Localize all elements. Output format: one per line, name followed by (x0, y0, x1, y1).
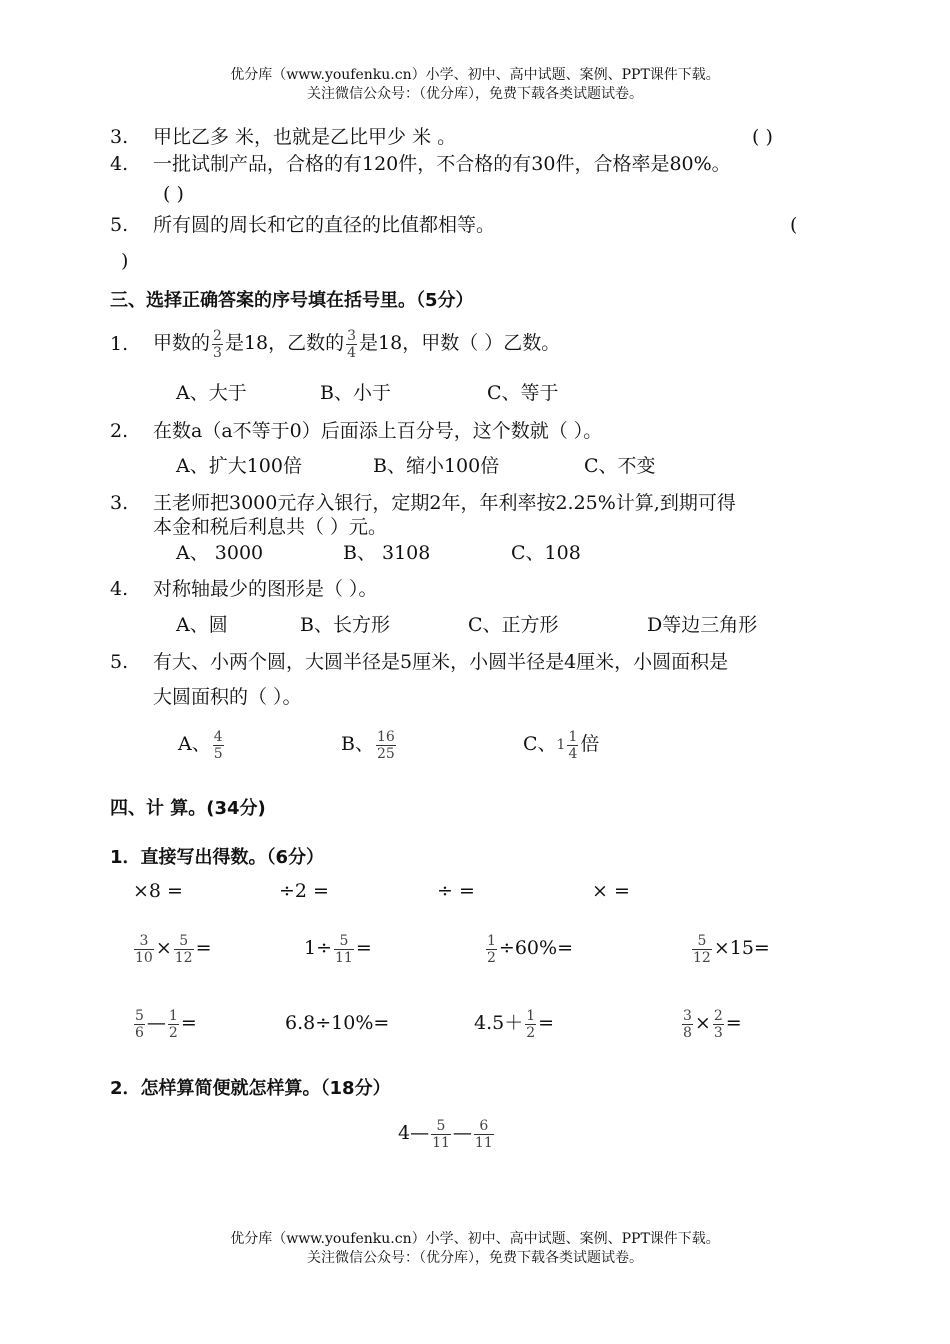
rest: ÷60%= (498, 937, 573, 959)
denominator: 3 (213, 344, 222, 361)
s3-q5-text-2: 大圆面积的（ ）。 (153, 686, 302, 708)
s3-q2-option-a: A、扩大100倍 (176, 455, 302, 477)
s3-q3-number: 3. (110, 492, 129, 514)
numerator: 3 (347, 327, 357, 344)
s3-q1-option-a: A、大于 (176, 382, 247, 404)
calc-r3-c3 (474, 1003, 554, 1043)
numerator: 3 (139, 932, 149, 949)
calc-r1-c3: ÷ = (437, 880, 475, 902)
s3-q1-option-b: B、小于 (320, 382, 391, 404)
equals: = (195, 937, 212, 959)
fraction (168, 1008, 179, 1041)
fraction (134, 1008, 145, 1041)
numerator: 1 (487, 932, 496, 949)
numerator: 1 (568, 728, 578, 745)
numerator: 6 (479, 1117, 489, 1134)
numerator: 5 (135, 1007, 144, 1024)
calc-r1-c1: ×8 = (133, 880, 183, 902)
mixed-number (557, 725, 581, 765)
calc-r2-c4 (690, 928, 770, 968)
fraction (567, 729, 578, 762)
s3-q3-text-1: 王老师把3000元存入银行，定期2年，年利率按2.25%计算,到期可得 (153, 492, 736, 514)
fraction (334, 933, 354, 966)
judge-q3-number: 3. (110, 126, 129, 148)
denominator: 25 (376, 745, 395, 762)
operator: — (452, 1122, 472, 1144)
simplify-expression (398, 1113, 496, 1153)
judge-q5-paren-close: ) (121, 250, 129, 272)
calc-r1-c2: ÷2 = (279, 880, 329, 902)
lead: 4.5＋ (474, 1012, 524, 1034)
equals: = (538, 1012, 555, 1034)
s3-q4-option-b: B、长方形 (300, 614, 390, 636)
s3-q1-text-2: 是18，乙数的 (224, 332, 345, 354)
s3-q2-text: 在数a（a不等于0）后面添上百分号，这个数就（ ）。 (153, 420, 603, 442)
s3-q4-number: 4. (110, 578, 129, 600)
denominator: 11 (432, 1134, 450, 1151)
calc-r3-c1 (132, 1003, 197, 1043)
footer-line-1: 优分库（www.youfenku.cn）小学、初中、高中试题、案例、PPT课件下载。 (230, 1231, 720, 1247)
judge-q5-paren-open: ( (790, 214, 798, 236)
numerator: 3 (683, 1007, 692, 1024)
s3-q1-stem (153, 325, 560, 361)
judge-q4-answer-paren: ( ) (163, 183, 184, 205)
calc-r3-c4 (680, 1003, 742, 1043)
denominator: 4 (568, 745, 578, 762)
s3-q5-text-1: 有大、小两个圆，大圆半径是5厘米，小圆半径是4厘米，小圆面积是 (153, 651, 729, 673)
s3-q1-fraction-2 (346, 328, 357, 361)
fraction (376, 729, 396, 762)
fraction (174, 933, 194, 966)
s3-q4-option-a: A、圆 (176, 614, 228, 636)
equals: = (180, 1012, 197, 1034)
s3-q1-text-1: 甲数的 (153, 332, 211, 354)
header-line-1: 优分库（www.youfenku.cn）小学、初中、高中试题、案例、PPT课件下载。 (230, 67, 720, 83)
numerator: 1 (526, 1007, 536, 1024)
judge-q3-text: 甲比乙多 米，也就是乙比甲少 米 。 (153, 126, 457, 148)
denominator: 2 (526, 1024, 536, 1041)
judge-q5-text: 所有圆的周长和它的直径的比值都相等。 (153, 214, 496, 236)
judge-q5-number: 5. (110, 214, 129, 236)
judge-q4-number: 4. (110, 153, 129, 175)
fraction (474, 1118, 494, 1151)
denominator: 11 (474, 1134, 493, 1151)
option-label: C、 (523, 733, 557, 755)
numerator: 5 (436, 1117, 446, 1134)
denominator: 12 (693, 949, 711, 966)
footer-line-2: 关注微信公众号：（优分库），免费下载各类试题试卷。 (307, 1250, 643, 1266)
s3-q4-text: 对称轴最少的图形是（ ）。 (153, 578, 378, 600)
denominator: 5 (213, 745, 223, 762)
numerator: 5 (339, 932, 349, 949)
s3-q2-option-c: C、不变 (584, 455, 656, 477)
rest: ×15= (713, 937, 770, 959)
denominator: 12 (174, 949, 193, 966)
s3-q5-option-b (341, 724, 398, 764)
numerator: 5 (697, 932, 707, 949)
option-suffix: 倍 (580, 733, 600, 755)
numerator: 4 (213, 728, 223, 745)
operator: × (694, 1012, 711, 1034)
denominator: 10 (135, 949, 153, 966)
calc-r2-c2 (304, 928, 372, 968)
s3-q2-option-b: B、缩小100倍 (373, 455, 500, 477)
fraction (713, 1008, 724, 1041)
fraction (525, 1008, 536, 1041)
denominator: 8 (683, 1024, 692, 1041)
s3-q3-option-c: C、108 (511, 542, 581, 564)
s3-q1-option-c: C、等于 (487, 382, 559, 404)
header-line-2: 关注微信公众号：（优分库），免费下载各类试题试卷。 (307, 86, 643, 102)
calc-r2-c3 (484, 928, 573, 968)
fraction (486, 933, 497, 966)
lead: 1÷ (304, 937, 333, 959)
judge-q3-answer-paren: ( ) (752, 126, 773, 148)
denominator: 11 (335, 949, 353, 966)
numerator: 2 (213, 327, 222, 344)
numerator: 1 (168, 1007, 178, 1024)
denominator: 3 (713, 1024, 723, 1041)
lead: 4— (398, 1122, 430, 1144)
s3-q1-fraction-1 (212, 328, 223, 361)
s3-q2-number: 2. (110, 420, 129, 442)
numerator: 16 (376, 728, 395, 745)
section4-sub1-title: 1．直接写出得数。（6分） (110, 847, 325, 868)
numerator: 2 (713, 1007, 723, 1024)
operator: × (155, 937, 172, 959)
s3-q5-option-a (178, 724, 226, 764)
s3-q3-option-b: B、 3108 (343, 542, 431, 564)
judge-q4-text: 一批试制产品，合格的有120件，不合格的有30件，合格率是80%。 (153, 153, 731, 175)
s3-q1-number: 1. (110, 333, 129, 355)
option-label: B、 (341, 733, 374, 755)
option-label: A、 (178, 733, 211, 755)
section4-title: 四、计 算。(34分) (110, 798, 266, 819)
whole-part: 1 (556, 737, 566, 753)
s3-q4-option-d: D等边三角形 (647, 614, 758, 636)
fraction (692, 933, 712, 966)
s3-q3-text-2: 本金和税后利息共（ ）元。 (153, 516, 388, 538)
denominator: 2 (487, 949, 496, 966)
equals: = (725, 1012, 742, 1034)
s3-q3-option-a: A、 3000 (176, 542, 264, 564)
section3-title: 三、选择正确答案的序号填在括号里。（5分） (110, 290, 474, 311)
section4-sub2-title: 2．怎样算简便就怎样算。（18分） (110, 1078, 391, 1099)
denominator: 4 (347, 344, 357, 361)
fraction (213, 729, 224, 762)
s3-q5-option-c (523, 724, 599, 765)
fraction (134, 933, 154, 966)
fraction (682, 1008, 693, 1041)
denominator: 2 (168, 1024, 178, 1041)
numerator: 5 (179, 932, 189, 949)
s3-q4-option-c: C、正方形 (468, 614, 559, 636)
operator: — (146, 1012, 166, 1034)
calc-r2-c1 (132, 928, 212, 968)
s3-q5-number: 5. (110, 651, 129, 673)
s3-q1-text-3: 是18，甲数（ ）乙数。 (359, 332, 561, 354)
denominator: 6 (135, 1024, 144, 1041)
equals: = (355, 937, 372, 959)
fraction (431, 1118, 451, 1151)
calc-r3-c2: 6.8÷10%= (285, 1012, 390, 1034)
calc-r1-c4: × = (592, 880, 630, 902)
